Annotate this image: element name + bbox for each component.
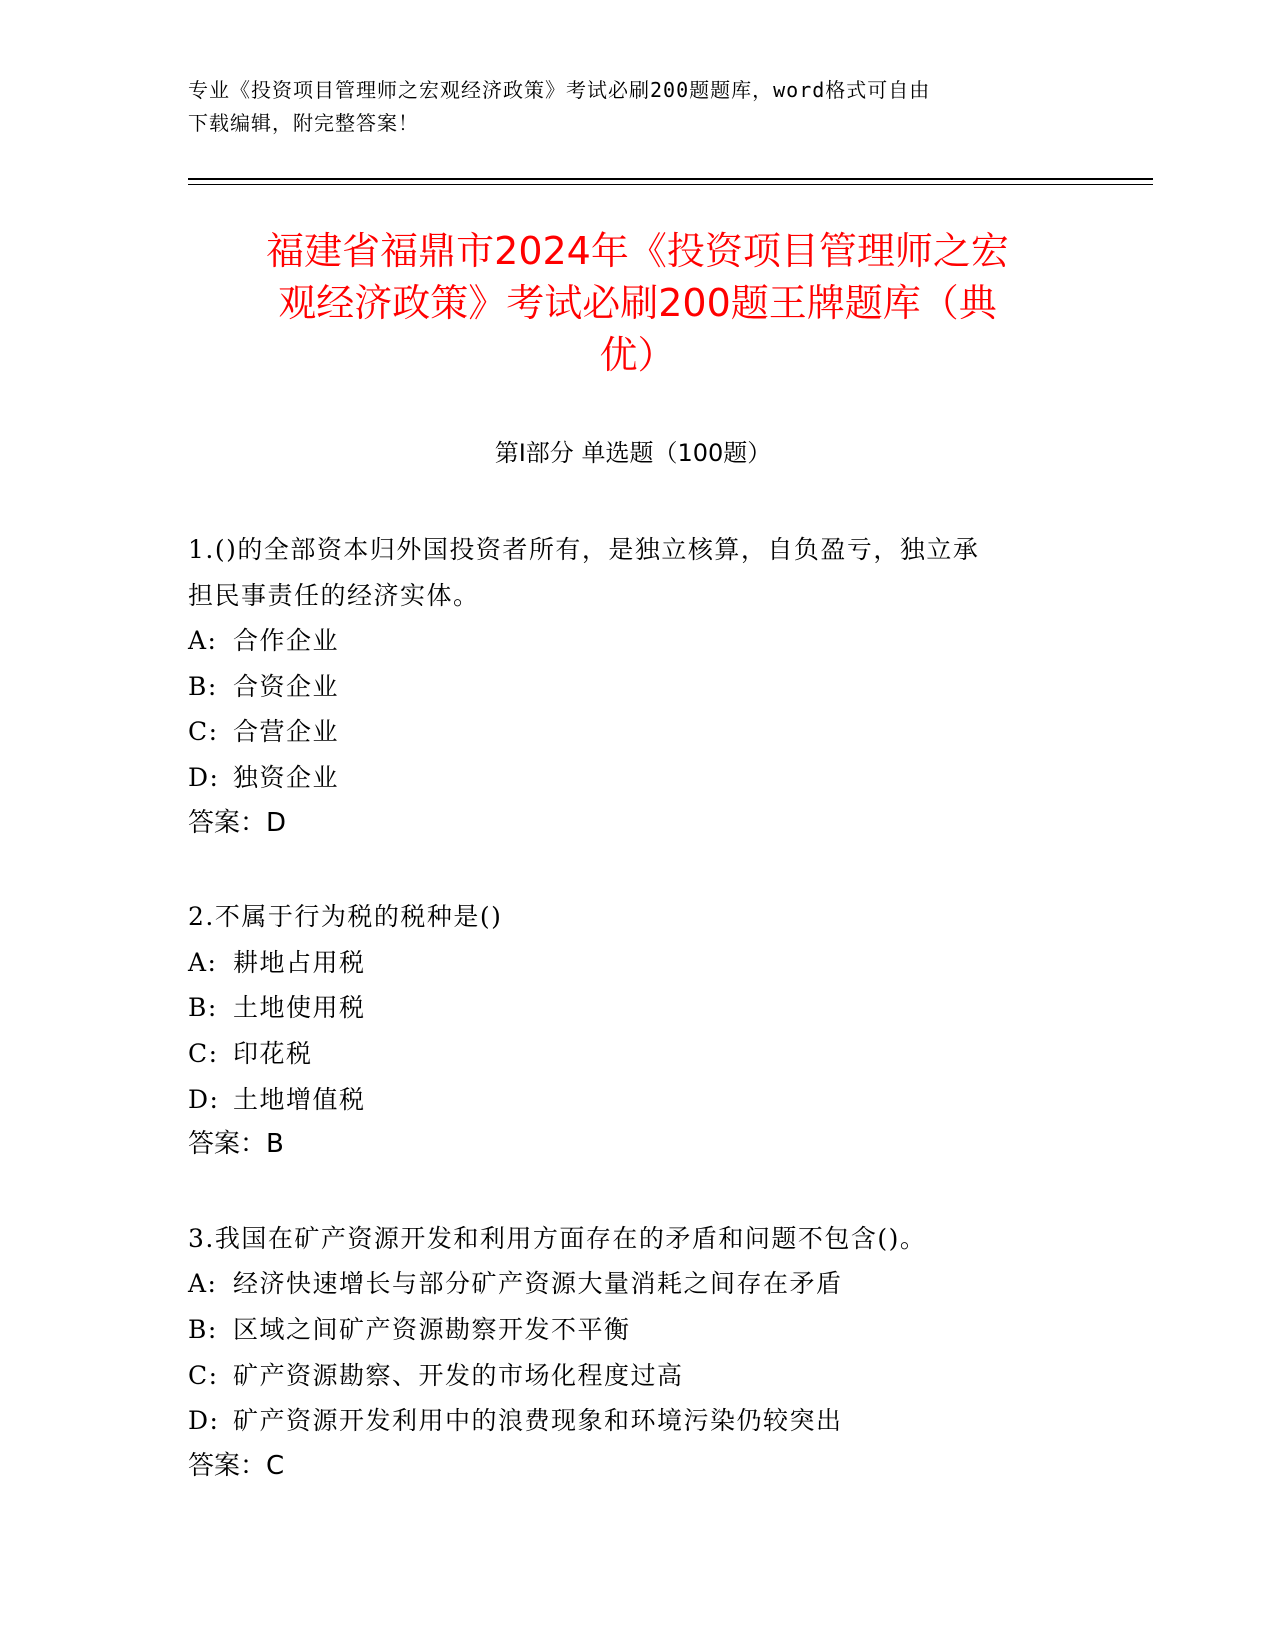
option-c [188, 1353, 1088, 1399]
answer: 答案：D [188, 807, 287, 838]
option-text: 印花税 [233, 1038, 313, 1068]
option-b [188, 985, 1088, 1031]
header-note [188, 74, 1068, 140]
option-c [188, 1031, 1088, 1077]
question-stem: 3.我国在矿产资源开发和利用方面存在的矛盾和问题不包含()。 [188, 1223, 927, 1253]
title-line: 优） [599, 333, 676, 377]
option-key: D: [188, 1406, 220, 1436]
option-c [188, 709, 1088, 755]
option-text: 合资企业 [233, 671, 340, 701]
option-text: 经济快速增长与部分矿产资源大量消耗之间存在矛盾 [233, 1269, 843, 1299]
option-d [188, 1077, 1088, 1123]
option-text: 区域之间矿产资源勘察开发不平衡 [233, 1314, 631, 1344]
option-text: 独资企业 [233, 762, 340, 792]
header-divider-thick [188, 178, 1153, 180]
question-item [188, 894, 1088, 1168]
option-key: A: [188, 1269, 218, 1299]
question-item [188, 1216, 1088, 1490]
option-text: 土地增值税 [233, 1084, 366, 1114]
option-key: C: [188, 717, 219, 747]
title-line: 观经济政策》考试必刷200题王牌题库（典 [278, 281, 997, 325]
option-d [188, 1398, 1088, 1444]
answer: 答案：B [188, 1129, 284, 1160]
question-list [188, 527, 1088, 1537]
option-key: D: [188, 1084, 220, 1114]
option-key: C: [188, 1360, 219, 1390]
question-item [188, 527, 1088, 846]
question-stem: 2.不属于行为税的税种是() [188, 902, 503, 932]
option-key: D: [188, 762, 220, 792]
option-key: B: [188, 671, 218, 701]
header-note-line: 专业《投资项目管理师之宏观经济政策》考试必刷200题题库，word格式可自由 [188, 78, 931, 102]
option-text: 耕地占用税 [233, 947, 366, 977]
option-text: 合营企业 [233, 717, 340, 747]
option-a [188, 940, 1088, 986]
option-key: A: [188, 626, 218, 656]
option-d [188, 755, 1088, 801]
question-stem: 1.()的全部资本归外国投资者所有，是独立核算，自负盈亏，独立承 [188, 535, 980, 564]
header-divider-thin [188, 184, 1153, 185]
question-stem: 担民事责任的经济实体。 [188, 580, 480, 610]
option-text: 合作企业 [233, 626, 340, 656]
document-title [160, 225, 1115, 381]
option-a [188, 618, 1088, 664]
option-b [188, 1307, 1088, 1353]
header-note-line: 下载编辑，附完整答案！ [188, 111, 419, 135]
option-text: 矿产资源开发利用中的浪费现象和环境污染仍较突出 [233, 1406, 843, 1436]
option-text: 土地使用税 [233, 993, 366, 1023]
option-text: 矿产资源勘察、开发的市场化程度过高 [233, 1360, 684, 1390]
option-b [188, 664, 1088, 710]
section-title: 第Ⅰ部分 单选题（100题） [494, 439, 772, 467]
option-key: C: [188, 1038, 219, 1068]
option-key: B: [188, 1314, 218, 1344]
answer: 答案：C [188, 1450, 285, 1481]
title-line: 福建省福鼎市2024年《投资项目管理师之宏 [266, 229, 1009, 273]
option-key: A: [188, 947, 218, 977]
option-a [188, 1261, 1088, 1307]
option-key: B: [188, 993, 218, 1023]
